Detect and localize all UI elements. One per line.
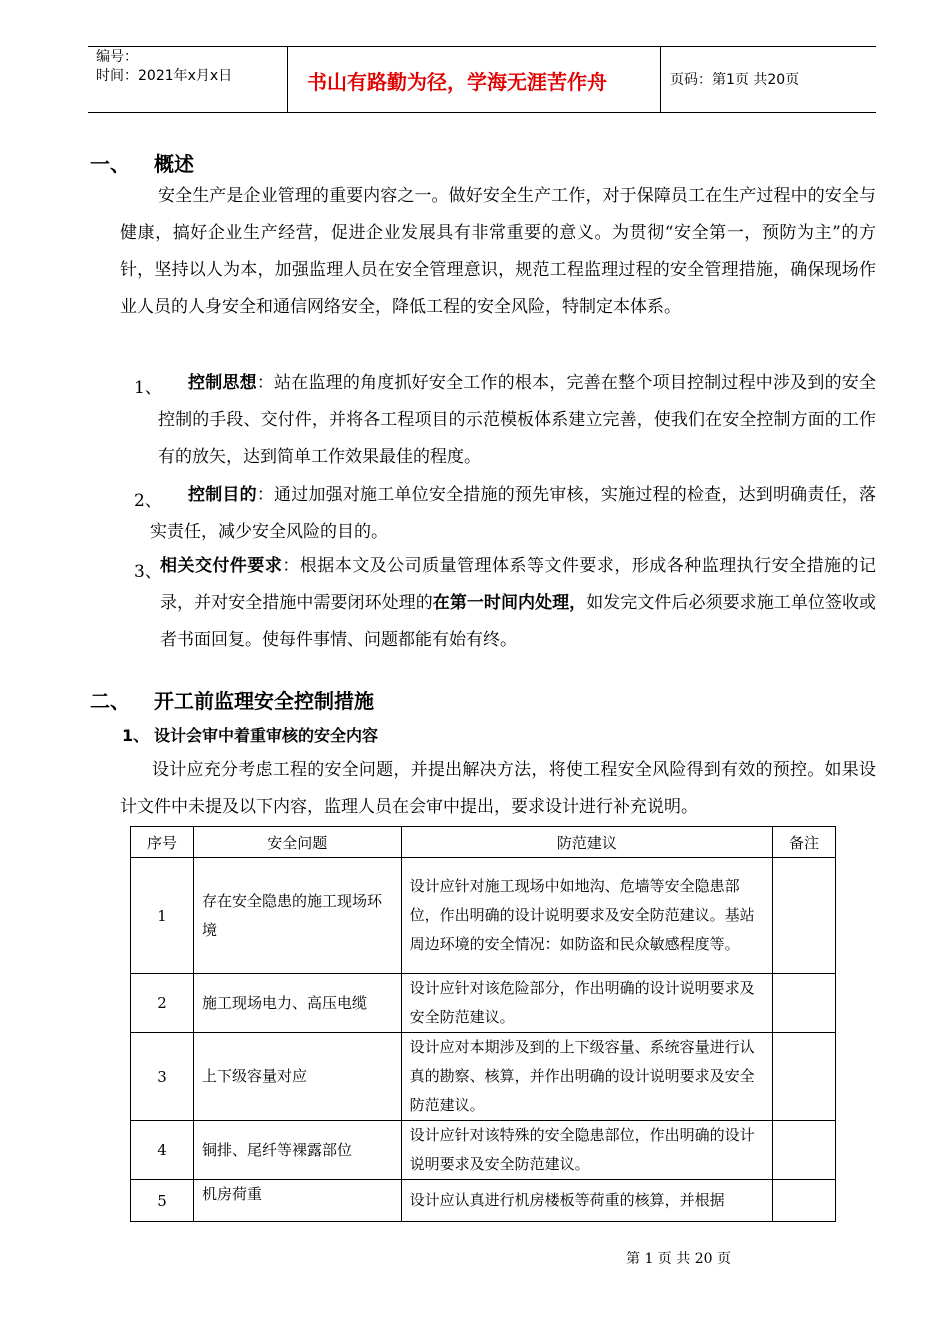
header-cell-issue: 安全问题 <box>193 827 401 858</box>
row-note <box>773 974 836 1033</box>
item3-text-a: ：根据本文及公司质量管理体系等文件要求，形成各种监理执行安全措施的记录，并对安全措施中需要闭环处理的 <box>160 556 877 613</box>
header-top-rule <box>88 46 876 47</box>
section2-sub-title: 设计会审中着重审核的安全内容 <box>154 726 379 745</box>
row-issue: 上下级容量对应 <box>193 1033 401 1121</box>
row-advice: 设计应针对施工现场中如地沟、危墙等安全隐患部位，作出明确的设计说明要求及安全防范建议。基站周边环境的安全情况：如防盗和民众敏感程度等。 <box>401 858 772 974</box>
item3-bold-mid: 在第一时间内处理， <box>432 593 587 613</box>
item2-label: 控制目的 <box>188 485 257 505</box>
footer-page-number: 第 1 页 共 20 页 <box>626 1251 731 1267</box>
row-number: 4 <box>131 1121 194 1180</box>
header-divider-right <box>660 46 661 112</box>
table-row <box>131 1121 836 1180</box>
header-divider-left <box>287 46 288 112</box>
item2-body <box>150 477 876 551</box>
item1-label: 控制思想 <box>188 373 257 393</box>
section2-intro <box>120 752 876 826</box>
row-advice: 设计应针对该危险部分，作出明确的设计说明要求及安全防范建议。 <box>401 974 772 1033</box>
section1-intro <box>120 178 876 326</box>
item3-body <box>160 548 876 659</box>
item3-number: 3、 <box>134 562 162 582</box>
table-row <box>131 858 836 974</box>
table-row <box>131 1180 836 1222</box>
header-number-label: 编号： <box>96 49 138 65</box>
section1-intro-text: 安全生产是企业管理的重要内容之一。做好安全生产工作，对于保障员工在生产过程中的安全与健康，搞好企业生产经营，促进企业发展具有非常重要的意义。为贯彻“安全第一，预防为主”的方针，坚持以人为本，加强监理人员在安全管理意识，规范工程监理过程的安全管理措施，确保现场作业人员的人身安全和通信网络安全，降低工程的安全风险，特制定本体系。 <box>120 186 876 317</box>
item3-label: 相关交付件要求 <box>160 556 283 576</box>
section2-title: 开工前监理安全控制措施 <box>154 689 374 713</box>
row-note <box>773 858 836 974</box>
header-cell-note: 备注 <box>773 827 836 858</box>
row-number: 1 <box>131 858 194 974</box>
row-issue: 机房荷重 <box>193 1180 401 1222</box>
header-cell-advice: 防范建议 <box>401 827 772 858</box>
item1-text: ：站在监理的角度抓好安全工作的根本，完善在整个项目控制过程中涉及到的安全控制的手段、交付件，并将各工程项目的示范模板体系建立完善，使我们在安全控制方面的工作有的放矢，达到简单工作效果最佳的程度。 <box>158 373 877 467</box>
item1-body <box>158 365 876 476</box>
item2-text: ：通过加强对施工单位安全措施的预先审核，实施过程的检查，达到明确责任，落实责任，减少安全风险的目的。 <box>150 485 877 542</box>
row-note <box>773 1121 836 1180</box>
row-number: 2 <box>131 974 194 1033</box>
row-advice: 设计应认真进行机房楼板等荷重的核算，并根据 <box>401 1180 772 1222</box>
row-number: 5 <box>131 1180 194 1222</box>
table-row <box>131 974 836 1033</box>
header-page-label: 页码：第1页 共20页 <box>670 72 800 88</box>
table-row <box>131 1033 836 1121</box>
header-motto: 书山有路勤为径，学海无涯苦作舟 <box>307 70 607 94</box>
section1-number: 一、 <box>90 152 130 176</box>
item2-number: 2、 <box>134 491 162 511</box>
item1-number: 1、 <box>134 378 162 398</box>
row-note <box>773 1180 836 1222</box>
section2-intro-text: 设计应充分考虑工程的安全问题，并提出解决方法，将使工程安全风险得到有效的预控。如果设计文件中未提及以下内容，监理人员在会审中提出，要求设计进行补充说明。 <box>120 760 876 817</box>
header-bottom-rule <box>88 112 876 113</box>
safety-table <box>130 826 836 1222</box>
section1-title: 概述 <box>154 152 194 176</box>
row-number: 3 <box>131 1033 194 1121</box>
row-issue: 施工现场电力、高压电缆 <box>193 974 401 1033</box>
section2-number: 二、 <box>90 689 130 713</box>
row-advice: 设计应对本期涉及到的上下级容量、系统容量进行认真的勘察、核算，并作出明确的设计说明要求及安全防范建议。 <box>401 1033 772 1121</box>
row-issue: 存在安全隐患的施工现场环境 <box>193 858 401 974</box>
item3-text-b: 如发完文件后必须要求施工单位签收或者书面回复。使每件事情、问题都能有始有终。 <box>160 593 877 650</box>
header-time-label: 时间：2021年x月x日 <box>96 68 233 84</box>
section2-sub-number: 1、 <box>122 726 150 745</box>
row-advice: 设计应针对该特殊的安全隐患部位，作出明确的设计说明要求及安全防范建议。 <box>401 1121 772 1180</box>
row-note <box>773 1033 836 1121</box>
table-header-row <box>131 827 836 858</box>
row-issue: 铜排、尾纤等裸露部位 <box>193 1121 401 1180</box>
header-cell-no: 序号 <box>131 827 194 858</box>
